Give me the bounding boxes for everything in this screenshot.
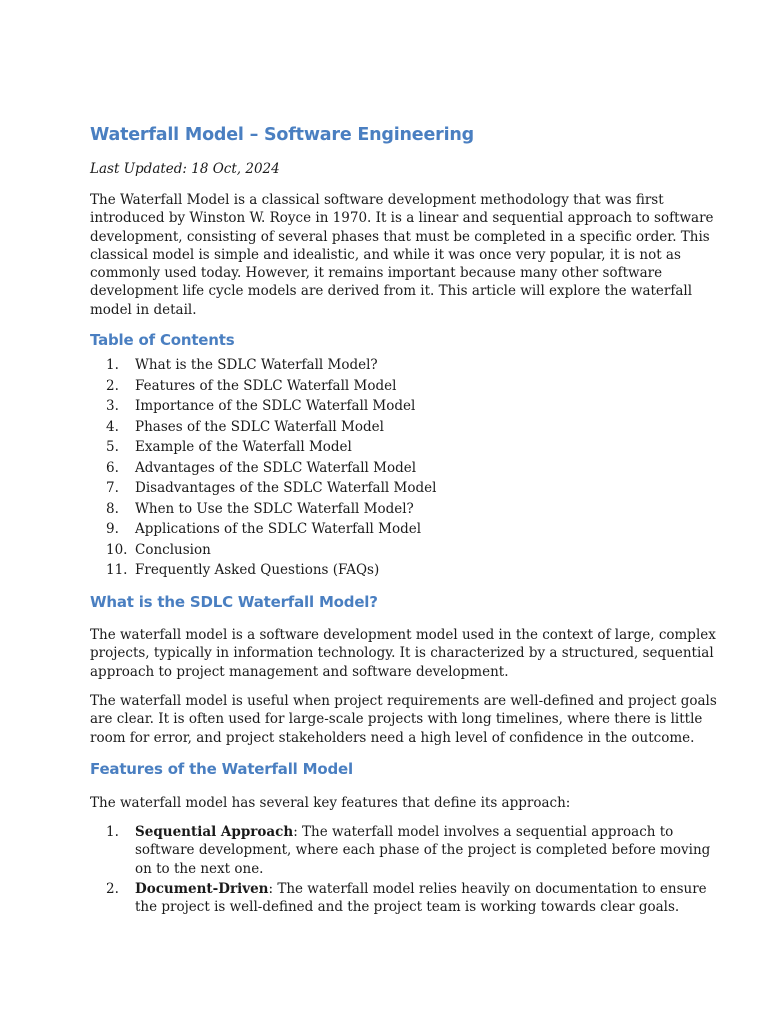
toc-item-number: 6. (106, 459, 119, 476)
what-paragraph-1 (90, 626, 716, 681)
toc-item-label[interactable]: Frequently Asked Questions (FAQs) (135, 562, 380, 578)
toc-item-label[interactable]: Conclusion (135, 541, 211, 558)
feature-text: the project is well-defined and the project team is working towards clear goals. (135, 899, 680, 916)
paragraph-line: projects, typically in information technology. It is characterized by a structured, sequential (90, 645, 714, 662)
intro-line: development, consisting of several phases that must be completed in a specific order. This (90, 228, 710, 245)
intro-paragraph (90, 191, 714, 319)
toc-item-label[interactable]: Features of the SDLC Waterfall Model (135, 377, 397, 394)
intro-line: introduced by Winston W. Royce in 1970. It is a linear and sequential approach to software (90, 210, 714, 227)
section-heading-what: What is the SDLC Waterfall Model? (90, 593, 378, 611)
features-list (90, 823, 710, 918)
paragraph-line: approach to project management and software development. (90, 663, 509, 680)
features-intro: The waterfall model has several key features that define its approach: (90, 795, 571, 811)
toc-item-number: 5. (106, 439, 119, 455)
feature-term: Document-Driven (135, 880, 269, 897)
toc-item-number: 4. (106, 418, 119, 435)
paragraph-line: are clear. It is often used for large-scale projects with long timelines, where there is little (90, 711, 703, 728)
toc-item-number: 9. (106, 521, 119, 537)
feature-item (90, 880, 710, 917)
last-updated: Last Updated: 18 Oct, 2024 (90, 161, 280, 177)
toc-item-number: 10. (106, 541, 128, 558)
paragraph-line: The waterfall model is a software development model used in the context of large, complex (90, 627, 716, 643)
toc-item-label[interactable]: When to Use the SDLC Waterfall Model? (135, 500, 414, 517)
feature-text: : The waterfall model relies heavily on documentation to ensure (268, 880, 707, 897)
toc-item-number: 1. (106, 357, 119, 373)
article-title: Waterfall Model – Software Engineering (90, 125, 474, 145)
intro-line: commonly used today. However, it remains important because many other software (90, 265, 663, 282)
toc-item-label[interactable]: What is the SDLC Waterfall Model? (135, 357, 378, 373)
intro-line: classical model is simple and idealistic, and while it was once very popular, it is not as (90, 246, 681, 263)
toc-item-label[interactable]: Importance of the SDLC Waterfall Model (135, 398, 416, 414)
toc-item-number: 7. (106, 480, 119, 496)
toc-item-number: 3. (106, 398, 119, 414)
toc-item-number: 2. (106, 377, 119, 394)
feature-number: 1. (106, 824, 119, 840)
toc-item-label[interactable]: Disadvantages of the SDLC Waterfall Model (135, 480, 437, 496)
toc-item-label[interactable]: Phases of the SDLC Waterfall Model (135, 418, 384, 435)
feature-number: 2. (106, 880, 119, 897)
toc-item-number: 8. (106, 500, 119, 517)
feature-text: on to the next one. (135, 860, 264, 877)
intro-line: development life cycle models are derived from it. This article will explore the waterfall (90, 283, 693, 300)
toc-item-label[interactable]: Example of the Waterfall Model (135, 439, 352, 455)
intro-line: model in detail. (90, 301, 197, 318)
toc-item-number: 11. (106, 562, 128, 578)
section-heading-features: Features of the Waterfall Model (90, 760, 353, 778)
toc-item-label[interactable]: Advantages of the SDLC Waterfall Model (135, 459, 417, 476)
feature-term: Sequential Approach (135, 824, 294, 840)
intro-line: The Waterfall Model is a classical software development methodology that was first (90, 192, 664, 208)
feature-text: software development, where each phase of the project is completed before moving (135, 842, 711, 859)
feature-item (90, 823, 710, 878)
paragraph-line: room for error, and project stakeholders need a high level of confidence in the outcome. (90, 729, 695, 746)
what-paragraph-2 (90, 692, 717, 747)
toc-item-label[interactable]: Applications of the SDLC Waterfall Model (135, 521, 422, 537)
toc-heading: Table of Contents (90, 331, 235, 349)
feature-text: : The waterfall model involves a sequential approach to (293, 824, 674, 840)
paragraph-line: The waterfall model is useful when project requirements are well-defined and project goals (90, 693, 717, 709)
